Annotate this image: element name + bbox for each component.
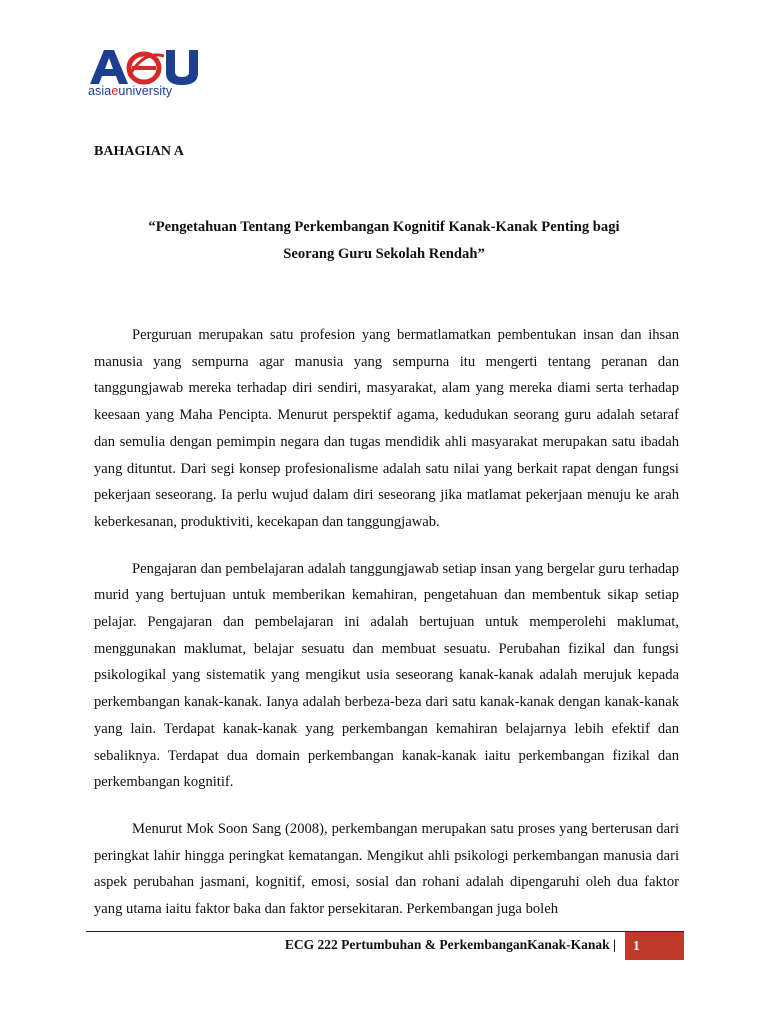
footer-course-title: ECG 222 Pertumbuhan & PerkembanganKanak-Kanak | — [284, 937, 616, 952]
paragraph-3: Menurut Mok Soon Sang (2008), perkembangan merupakan satu proses yang berterusan dari peringkat lahir hingga peringkat kematangan. Mengikut ahli psikologi perkembangan manusia dari aspek perubahan jasmani, kognitif, emosi, sosial dan rohani adalah dipengaruhi oleh dua faktor yang utama iaitu faktor baka dan faktor persekitaran. Perkembangan juga boleh — [94, 820, 679, 918]
title-line-2: Seorang Guru Sekolah Rendah” — [283, 246, 485, 262]
footer-divider — [86, 931, 684, 932]
aeu-logo — [88, 46, 208, 102]
paragraph-1: Perguruan merupakan satu profesion yang bermatlamatkan pembentukan insan dan ihsan manusia yang sempurna agar manusia yang sempurna itu mengerti tentang peranan dan tanggungjawab mereka terhadap diri sendiri, masyarakat, alam yang mereka diami serta terhadap keesaan yang Maha Pencipta. Menurut perspektif agama, kedudukan seorang guru adalah setaraf dan semulia dengan pemimpin negara dan tugas mendidik ahli masyarakat merupakan satu ibadah yang dituntut. Dari segi konsep profesionalisme adalah satu nilai yang berkait rapat dengan fungsi pekerjaan seseorang. Ia perlu wujud dalam diri seseorang jika matlamat pekerjaan menuju ke arah keberkesanan, produktiviti, kecekapan dan tanggungjawab. — [94, 327, 679, 530]
aeu-logo-mark — [88, 46, 208, 86]
body-text — [94, 322, 679, 943]
paragraph-2: Pengajaran dan pembelajaran adalah tanggungjawab setiap insan yang bergelar guru terhadap murid yang bertujuan untuk memberikan kemahiran, pengetahuan dan membentuk sikap setiap pelajar. Pengajaran dan pembelajaran ini adalah bertujuan untuk memperolehi maklumat, menggunakan maklumat, belajar sesuatu dan membuat sesuatu. Perubahan fizikal dan fungsi psikologikal yang sistematik yang mengikut usia seseorang kanak-kanak adalah merujuk kepada perkembangan kanak-kanak. Ianya adalah berbeza-beza dari satu kanak-kanak dengan kanak-kanak yang lain. Terdapat kanak-kanak yang perkembangan kemahiran belajarnya lebih efektif dan sebaliknya. Terdapat dua domain perkembangan kanak-kanak iaitu perkembangan fizikal dan perkembangan kognitif. — [94, 560, 679, 791]
page-number-badge: 1 — [625, 932, 684, 960]
aeu-wordmark: asiaeuniversity — [88, 84, 173, 98]
title-line-1: “Pengetahuan Tentang Perkembangan Kognitif Kanak-Kanak Penting bagi — [148, 219, 620, 235]
section-heading: BAHAGIAN A — [94, 144, 184, 159]
